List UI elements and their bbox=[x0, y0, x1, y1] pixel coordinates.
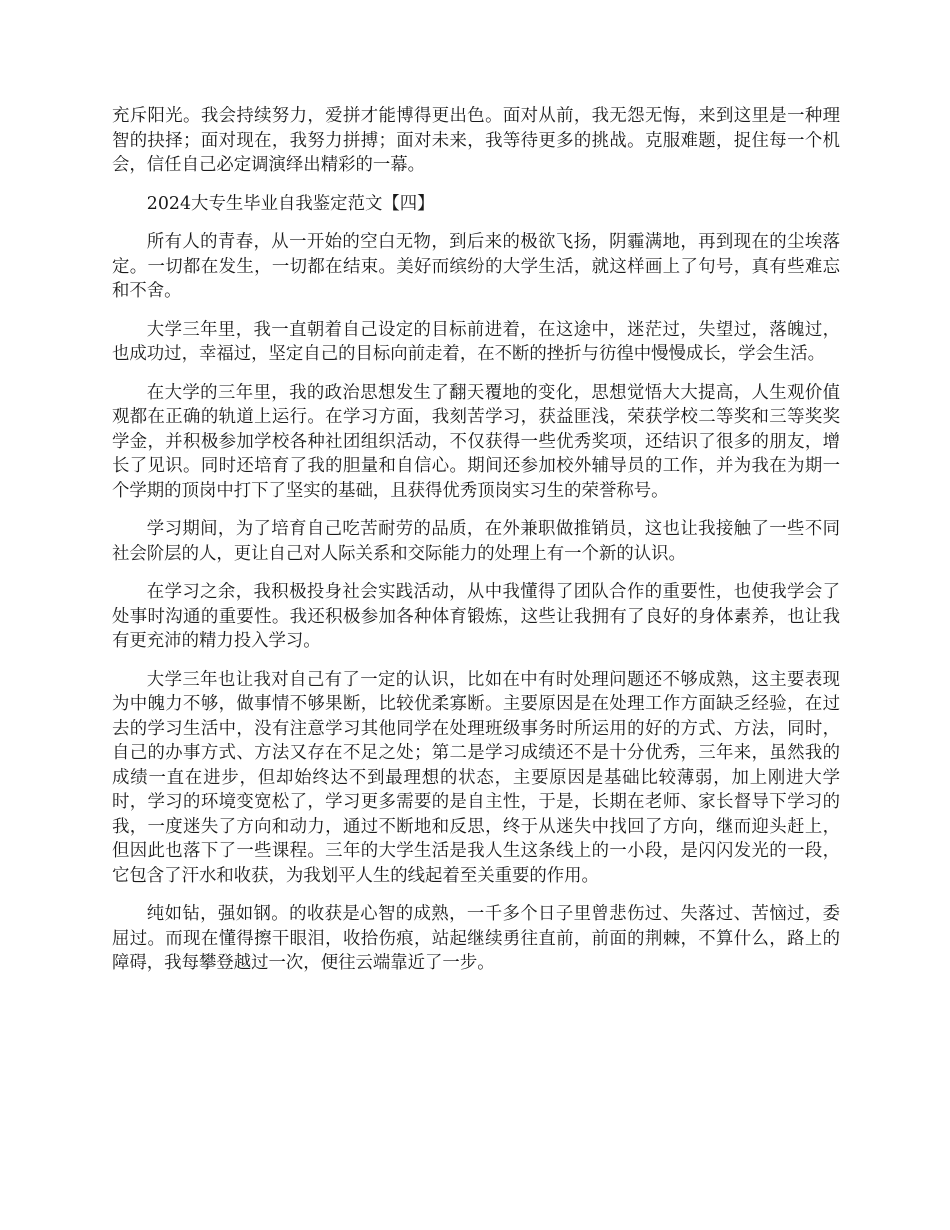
paragraph-2: 大学三年里，我一直朝着自己设定的目标前进着，在这途中，迷茫过，失望过，落魄过，也成功过，幸福过，坚定自己的目标向前走着，在不断的挫折与彷徨中慢慢成长，学会生活。 bbox=[112, 319, 840, 364]
paragraph-4: 学习期间，为了培育自己吃苦耐劳的品质，在外兼职做推销员，这也让我接触了一些不同社会阶层的人，更让自己对人际关系和交际能力的处理上有一个新的认识。 bbox=[112, 519, 840, 564]
section-heading: 2024大专生毕业自我鉴定范文【四】 bbox=[146, 193, 435, 214]
paragraph-5: 在学习之余，我积极投身社会实践活动，从中我懂得了团队合作的重要性，也使我学会了处事时沟通的重要性。我还积极参加各种体育锻炼，这些让我拥有了良好的身体素养，也让我有更充沛的精力投入学习。 bbox=[112, 582, 840, 651]
paragraph-3: 在大学的三年里，我的政治思想发生了翻天覆地的变化，思想觉悟大大提高，人生观价值观都在正确的轨道上运行。在学习方面，我刻苦学习，获益匪浅，荣获学校二等奖和三等奖奖学金，并积极参加学校各种社团组织活动，不仅获得一些优秀奖项，还结识了很多的朋友，增长了见识。同时还培育了我的胆量和自信心。期间还参加校外辅导员的工作，并为我在为期一个学期的顶岗中打下了坚实的基础，且获得优秀顶岗实习生的荣誉称号。 bbox=[112, 382, 840, 501]
paragraph-6: 大学三年也让我对自己有了一定的认识，比如在中有时处理问题还不够成熟，这主要表现为中魄力不够，做事情不够果断，比较优柔寡断。主要原因是在处理工作方面缺乏经验，在过去的学习生活中，没有注意学习其他同学在处理班级事务时所运用的好的方式、方法，同时，自己的办事方式、方法又存在不足之处；第二是学习成绩还不是十分优秀，三年来，虽然我的成绩一直在进步，但却始终达不到最理想的状态，主要原因是基础比较薄弱，加上刚进大学时，学习的环境变宽松了，学习更多需要的是自主性，于是，长期在老师、家长督导下学习的我，一度迷失了方向和动力，通过不断地和反思，终于从迷失中找回了方向，继而迎头赶上，但因此也落下了一些课程。三年的大学生活是我人生这条线上的一小段，是闪闪发光的一段，它包含了汗水和收获，为我划平人生的线起着至关重要的作用。 bbox=[112, 669, 840, 886]
paragraph-continued: 充斥阳光。我会持续努力，爱拼才能博得更出色。面对从前，我无怨无悔，来到这里是一种理智的抉择；面对现在，我努力拼搏；面对未来，我等待更多的挑战。克服难题，捉住每一个机会，信任自己必定调演绎出精彩的一幕。 bbox=[112, 106, 840, 175]
paragraph-7: 纯如钻，强如钢。的收获是心智的成熟，一千多个日子里曾悲伤过、失落过、苦恼过，委屈过。而现在懂得擦干眼泪，收拾伤痕，站起继续勇往直前，前面的荆棘，不算什么，路上的障碍，我每攀登越过一次，便往云端靠近了一步。 bbox=[112, 904, 840, 973]
document-body bbox=[112, 104, 840, 990]
paragraph-1: 所有人的青春，从一开始的空白无物，到后来的极欲飞扬，阴霾满地，再到现在的尘埃落定。一切都在发生，一切都在结束。美好而缤纷的大学生活，就这样画上了句号，真有些难忘和不舍。 bbox=[112, 232, 840, 301]
